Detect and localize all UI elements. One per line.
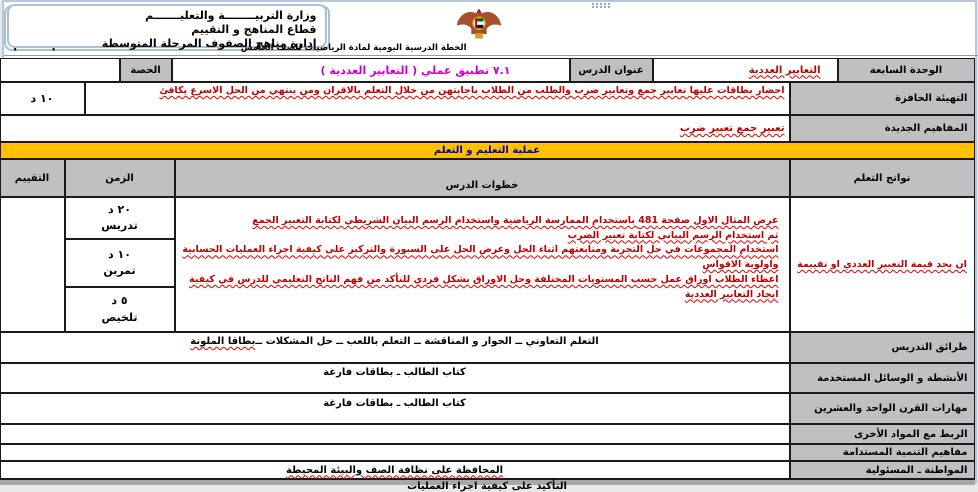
sustainability-label-cell: مفاهيم التنمية المستدامة: [790, 444, 975, 461]
lesson-title-text: ٧.١ تطبيق عملي ( التعابير العددية ): [321, 64, 511, 77]
time-slot-teaching[interactable]: [65, 197, 175, 239]
teaching-methods-text: التعلم التعاوني ــ الحوار و المناقشة ــ التعلم باللعب ــ حل المشكلات ــ: [255, 336, 598, 347]
time-slot-duration: ٥ د: [111, 293, 127, 310]
new-concepts-content-cell[interactable]: [0, 115, 790, 142]
activities-content-cell[interactable]: [0, 363, 790, 393]
subject-linking-content-cell[interactable]: [0, 424, 790, 444]
citizenship-label-cell: المواطنة ـ المسئولية: [790, 461, 975, 479]
time-slot-activity: تدريس: [101, 218, 138, 235]
header-divider: [4, 55, 978, 56]
outcomes-header-cell: نواتج التعلم: [790, 159, 975, 197]
new-concepts-label-cell: المفاهيم الجديدة: [790, 115, 975, 142]
time-slot-exercise[interactable]: [65, 239, 175, 287]
time-header-cell: الزمن: [65, 159, 175, 197]
period-label-cell: الحصة: [120, 58, 172, 82]
teaching-methods-flagged-text: بطاقا الملونة: [190, 336, 255, 347]
uae-emblem-icon: [456, 6, 502, 42]
activities-text: كتاب الطالب ـ بطاقات فارغة: [323, 367, 466, 378]
assessment-content-cell[interactable]: [0, 197, 65, 332]
outcomes-content-cell[interactable]: [790, 197, 975, 332]
outcomes-text: ان يجد قيمة التعبير العددي او تقييمة: [797, 259, 967, 270]
table-handle-dots: [592, 3, 610, 8]
warmup-label-cell: التهيئة الحافزة: [790, 82, 975, 115]
ministry-line: وزارة التربيــــــــة والتعليـــــــم: [17, 9, 317, 23]
warmup-content-cell[interactable]: [85, 82, 790, 115]
time-slot-activity: تمرين: [103, 263, 135, 280]
activities-label-cell: الأنشطة و الوسائل المستخدمة: [790, 363, 975, 393]
century-skills-content-cell[interactable]: [0, 393, 790, 424]
step-line: اعطاء الطلاب اوراق عمل حسب المستويات المختلفة وحل الاوراق بشكل فردي للتأكد من فهم الناتج التعليمي للدرس في كيفية ايجاد التعابير العددية: [182, 273, 779, 302]
teaching-methods-label-cell: طرائق التدريس: [790, 332, 975, 363]
warmup-duration-cell[interactable]: ١٠ د: [0, 82, 85, 115]
time-slot-duration: ٢٠ د: [108, 202, 131, 219]
sector-line: قطاع المناهج و التقييم: [17, 23, 317, 37]
clipped-bottom-bar: [0, 479, 975, 485]
steps-header-cell: خطوات الدرس: [175, 159, 790, 197]
new-concepts-text: تعبير جمع تعبير ضرب: [680, 123, 785, 134]
time-slot-summary[interactable]: [65, 287, 175, 332]
unit-value-cell[interactable]: [653, 58, 838, 82]
assessment-header-cell: التقييم: [0, 159, 65, 197]
citizenship-text: المحافظة على نظافة الصف والبيئة المحيطة: [286, 465, 503, 476]
century-skills-text: كتاب الطالب ـ بطاقات فارغة: [323, 398, 466, 409]
teaching-methods-content-cell[interactable]: [0, 332, 790, 363]
step-line: استخدام المجموعات في حل التجربة ومتابعتهم اثناء الحل وعرض الحل على السبورة والتركيز على كيفية اجراء العمليات الحسابية واولوية الاقواس: [182, 243, 779, 272]
steps-content-cell[interactable]: [175, 197, 790, 332]
sustainability-content-cell[interactable]: [0, 444, 790, 461]
citizenship-content-cell[interactable]: [0, 461, 790, 479]
document-title: الخطة الدرسية اليومية لمادة الرياضيات للصف الخامس: [299, 43, 467, 53]
administration-line: إدارة مناهج الصفوف المرحلة المتوسطة: [17, 37, 317, 51]
period-value-cell[interactable]: [0, 58, 120, 82]
time-slot-activity: تلخيص: [101, 310, 137, 327]
clipped-bottom-text: التأكيد على كيفية اجراء العمليات: [407, 481, 567, 485]
time-slot-duration: ١٠ د: [108, 247, 131, 264]
warmup-text: احضار بطاقات عليها تعابير جمع وتعابير ضرب والطلب من الطلاب باجابتهن من خلال التعلم بالاقران ومن ينتهي من الحل الاسرع يكافئ: [159, 85, 784, 98]
unit-label-cell: الوحدة السابعة: [838, 58, 975, 82]
lesson-title-label-cell: عنوان الدرس: [570, 58, 653, 82]
subject-linking-label-cell: الربط مع المواد الأخرى: [790, 424, 975, 444]
century-skills-label-cell: مهارات القرن الواحد والعشرين: [790, 393, 975, 424]
step-line: عرض المثال الاول صفحة 481 باستخدام الممارسة الرياضية واستخدام الرسم البيان الشريطي لكتابة التعبير الجمع: [182, 214, 779, 229]
lesson-plan-document: [2, 0, 977, 483]
unit-value-text: التعابير العددية: [749, 65, 821, 76]
lesson-title-value-cell[interactable]: [172, 58, 570, 82]
step-line: ثم استخدام الرسم البياني لكتابة تعبير الضرب: [182, 229, 779, 244]
process-banner: عملية التعليم و التعلم: [0, 142, 975, 159]
header-right-box: [7, 4, 327, 48]
